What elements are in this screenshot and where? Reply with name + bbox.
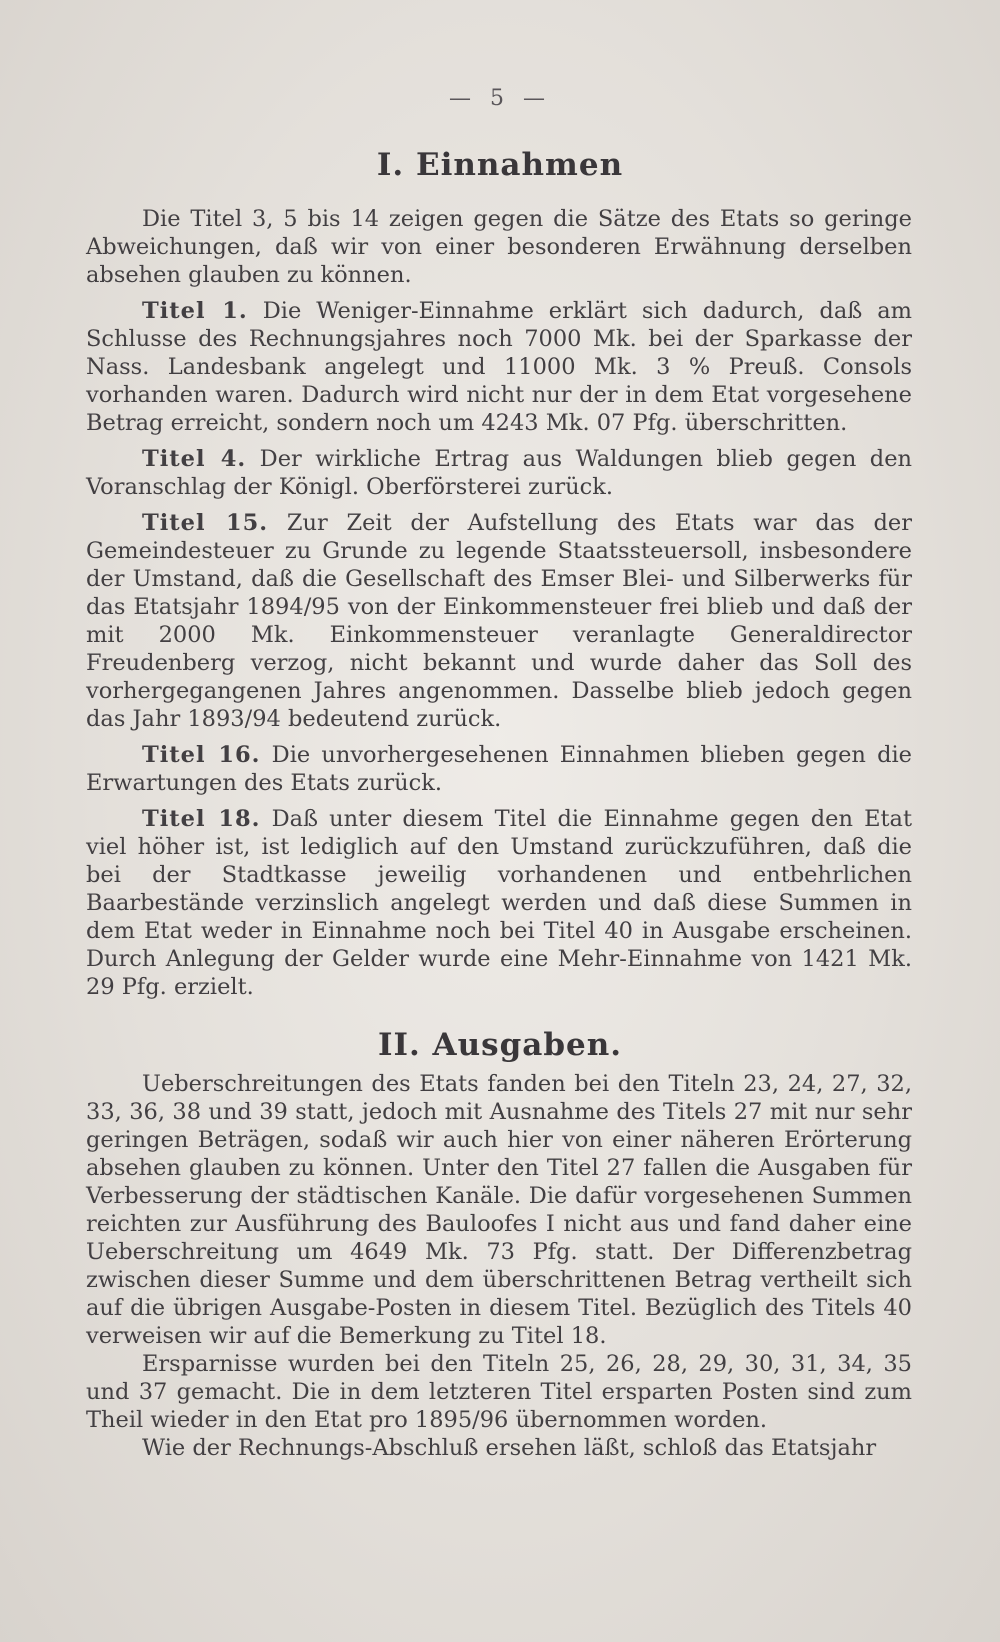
paragraph-intro xyxy=(86,205,912,289)
paragraph-text: Der wirkliche Ertrag aus Waldungen blieb gegen den Voranschlag der Königl. Oberförsterei zurück. xyxy=(86,446,913,500)
paragraph-text: Zur Zeit der Aufstellung des Etats war das der Gemeindesteuer zu Grunde zu legende Staatssteuersoll, insbesondere der Umstand, daß die Gesellschaft des Emser Blei- und Silberwerks für das Etatsjahr 1894/95 von der Einkommensteuer frei blieb und daß der mit 2000 Mk. Einkommensteuer veranlagte Generaldirector Freudenberg verzog, nicht bekannt und wurde daher das Soll des vorhergegangenen Jahres angenommen. Dasselbe blieb jedoch gegen das Jahr 1893/94 bedeutend zurück. xyxy=(86,510,912,732)
paragraph-titel-18 xyxy=(86,805,912,1001)
paragraph-ersparnisse xyxy=(86,1350,912,1434)
paragraph-text: Die unvorhergesehenen Einnahmen blieben gegen die Erwartungen des Etats zurück. xyxy=(86,742,912,796)
paragraph-titel-16 xyxy=(86,741,912,797)
section-ausgaben-body xyxy=(86,1070,912,1462)
paragraph-lead: Titel 1. xyxy=(142,298,248,324)
paragraph-lead: Titel 15. xyxy=(142,510,269,536)
paragraph-rechnungs-abschluss xyxy=(86,1434,912,1462)
paragraph-text: Die Titel 3, 5 bis 14 zeigen gegen die Sätze des Etats so geringe Abweichungen, daß wir von einer besonderen Erwähnung derselben absehen glauben zu können. xyxy=(86,206,912,288)
paragraph-text: Ueberschreitungen des Etats fanden bei den Titeln 23, 24, 27, 32, 33, 36, 38 und 39 statt, jedoch mit Ausnahme des Titels 27 mit nur sehr geringen Beträgen, sodaß wir auch hier von einer näheren Erörterung absehen glauben zu können. Unter den Titel 27 fallen die Ausgaben für Verbesserung der städtischen Kanäle. Die dafür vorgesehenen Summen reichten zur Ausführung des Bauloofes I nicht aus und fand daher eine Ueberschreitung um 4649 Mk. 73 Pfg. statt. Der Differenzbetrag zwischen dieser Summe und dem überschrittenen Betrag vertheilt sich auf die übrigen Ausgabe-Posten in diesem Titel. Bezüglich des Titels 40 verweisen wir auf die Bemerkung zu Titel 18. xyxy=(86,1071,912,1349)
paragraph-lead: Titel 4. xyxy=(142,446,247,472)
paragraph-lead: Titel 18. xyxy=(142,806,261,832)
section-einnahmen-body xyxy=(86,205,912,1001)
paragraph-text: Wie der Rechnungs-Abschluß ersehen läßt, schloß das Etatsjahr xyxy=(142,1435,877,1461)
section-heading-ausgaben: II. Ausgaben. xyxy=(377,1027,623,1063)
paragraph-titel-15 xyxy=(86,509,912,733)
paragraph-lead: Titel 16. xyxy=(142,742,261,768)
paragraph-titel-1 xyxy=(86,297,912,437)
paragraph-text: Daß unter diesem Titel die Einnahme gegen den Etat viel höher ist, ist lediglich auf den Umstand zurückzuführen, daß die bei der Stadtkasse jeweilig vorhandenen und entbehrlichen Baarbestände verzinslich angelegt werden und daß diese Summen in dem Etat weder in Einnahme noch bei Titel 40 in Ausgabe erscheinen. Durch Anlegung der Gelder wurde eine Mehr-Einnahme von 1421 Mk. 29 Pfg. erzielt. xyxy=(86,806,912,1000)
paragraph-text: Ersparnisse wurden bei den Titeln 25, 26, 28, 29, 30, 31, 34, 35 und 37 gemacht. Die in dem letzteren Titel ersparten Posten sind zum Theil wieder in den Etat pro 1895/96 übernommen worden. xyxy=(86,1351,912,1433)
paragraph-titel-4 xyxy=(86,445,912,501)
section-heading-einnahmen: I. Einnahmen xyxy=(376,147,624,183)
paragraph-ueberschreitungen xyxy=(86,1070,912,1350)
page-number: — 5 — xyxy=(449,86,551,111)
paragraph-text: Die Weniger-Einnahme erklärt sich dadurch, daß am Schlusse des Rechnungsjahres noch 7000 Mk. bei der Sparkasse der Nass. Landesbank angelegt und 11000 Mk. 3 % Preuß. Consols vorhanden waren. Dadurch wird nicht nur der in dem Etat vorgesehene Betrag erreicht, sondern noch um 4243 Mk. 07 Pfg. überschritten. xyxy=(86,298,912,436)
